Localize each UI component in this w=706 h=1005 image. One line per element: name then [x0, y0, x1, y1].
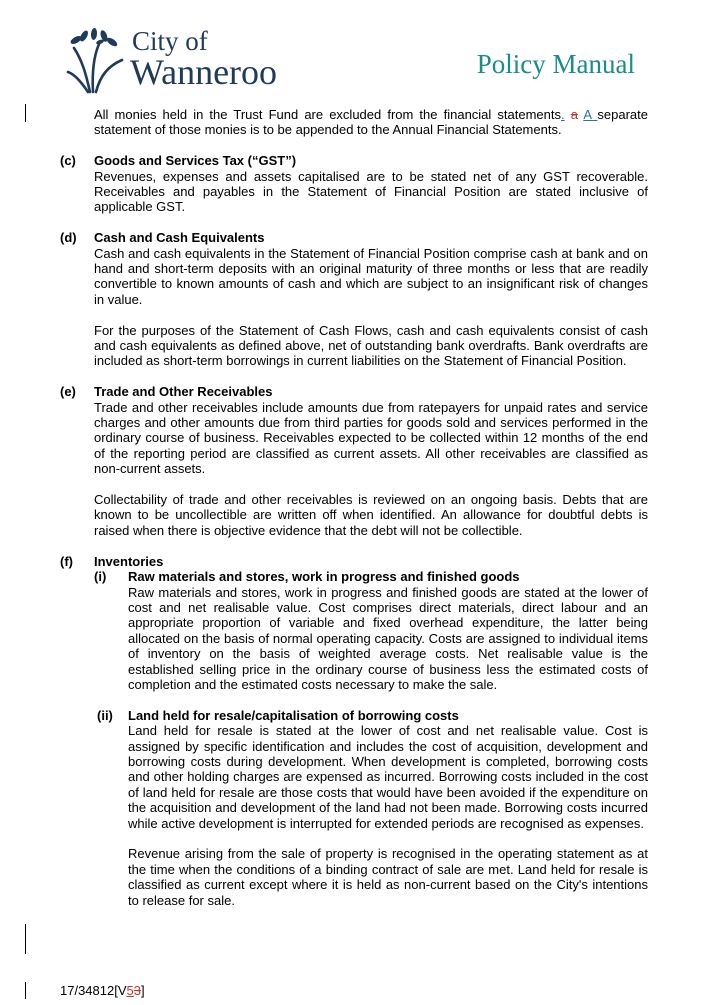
section-label: (d)	[60, 230, 77, 246]
subsection-label: (ii)	[97, 707, 113, 723]
trust-fund-paragraph: All monies held in the Trust Fund are excluded from the financial statements. a A separate statement of those monies is to be appended to the Annual Financial Statements.	[94, 107, 648, 138]
tracked-insertion: .	[560, 107, 565, 122]
tracked-deletion: 3	[133, 983, 141, 998]
section-paragraph: Collectability of trade and other receivables is reviewed on an ongoing basis. Debts that are known to be uncollectible are written off when identified. An allowance for doubtful debts is raised when there is objective evidence that the debt will not be collectible.	[94, 492, 648, 538]
section-e	[60, 384, 648, 538]
tracked-insertion: A	[583, 107, 598, 122]
section-paragraph: Cash and cash equivalents in the Statement of Financial Position comprise cash at bank and on hand and short-term deposits with an original maturity of three months or less that are readily convertible to known amounts of cash and which are subject to an insignificant risk of changes in value.	[94, 245, 648, 307]
section-heading: Goods and Services Tax (“GST”)	[94, 153, 297, 169]
section-label: (e)	[60, 384, 76, 400]
tracked-insertion: 5	[126, 983, 134, 998]
section-heading: Cash and Cash Equivalents	[94, 230, 265, 246]
section-heading: Inventories	[94, 553, 164, 569]
page-header	[0, 0, 706, 100]
subsection-paragraph: Revenue arising from the sale of property is recognised in the operating statement as at the time when the conditions of a binding contract of sale are met. Land held for resale is classified as current except where it is held as non-current based on the City's intentions to release for sale.	[128, 846, 648, 908]
section-c	[60, 153, 648, 215]
logo-wanneroo-text: Wanneroo	[130, 52, 278, 92]
change-bar	[25, 924, 26, 954]
subsection-i	[60, 569, 648, 692]
section-label: (f)	[60, 553, 73, 569]
section-paragraph: Revenues, expenses and assets capitalised are to be stated net of any GST recoverable. Receivables and payables in the Statement of Financial Position are stated inclusive of applicable GST.	[94, 168, 648, 215]
city-of-wanneroo-logo-icon	[66, 26, 306, 94]
change-bar	[25, 104, 26, 122]
tracked-deletion: a	[570, 107, 578, 122]
section-d	[60, 230, 648, 369]
section-paragraph: For the purposes of the Statement of Cash Flows, cash and cash equivalents consist of cash and cash equivalents as defined above, net of outstanding bank overdrafts. Bank overdrafts are included as short-term borrowings in current liabilities on the Statement of Financial Position.	[94, 322, 648, 369]
subsection-heading: Raw materials and stores, work in progress and finished goods	[128, 569, 520, 585]
subsection-paragraph: Raw materials and stores, work in progress and finished goods are stated at the lower of cost and net realisable value. Cost comprises direct materials, direct labour and an appropriate proportion of variable and fixed overhead expenditure, the latter being allocated on the basis of normal operating capacity. Costs are assigned to individual items of inventory on the basis of weighted average costs. Net realisable value is the established selling price in the ordinary course of business less the estimated costs of completion and the estimated costs necessary to make the sale.	[128, 584, 648, 692]
subsection-paragraph: Land held for resale is stated at the lower of cost and net realisable value. Cost is assigned by specific identification and includes the cost of acquisition, development and borrowing costs during development. When development is completed, borrowing costs and other holding charges are expensed as incurred. Borrowing costs included in the cost of land held for resale are those costs that would have been avoided if the expenditure on the acquisition and development of the land had not been made. Borrowing costs incurred while active development is interrupted for extended periods are recognised as expenses.	[128, 723, 648, 831]
section-label: (c)	[60, 153, 76, 169]
section-f	[60, 554, 648, 908]
policy-manual-title: Policy Manual	[476, 49, 635, 79]
document-reference: 17/34812[V53]	[60, 983, 145, 998]
document-body	[60, 107, 648, 908]
subsection-label: (i)	[94, 569, 107, 585]
section-paragraph: Trade and other receivables include amounts due from ratepayers for unpaid rates and service charges and other amounts due from third parties for goods sold and services performed in the ordinary course of business. Receivables expected to be collected within 12 months of the end of the reporting period are classified as current assets. All other receivables are classified as non-current assets.	[94, 399, 648, 477]
change-bar	[25, 982, 26, 999]
subsection-ii	[60, 708, 648, 908]
section-heading: Trade and Other Receivables	[94, 384, 273, 400]
logo-city-text: City of	[132, 26, 208, 56]
subsection-heading: Land held for resale/capitalisation of borrowing costs	[128, 707, 459, 723]
